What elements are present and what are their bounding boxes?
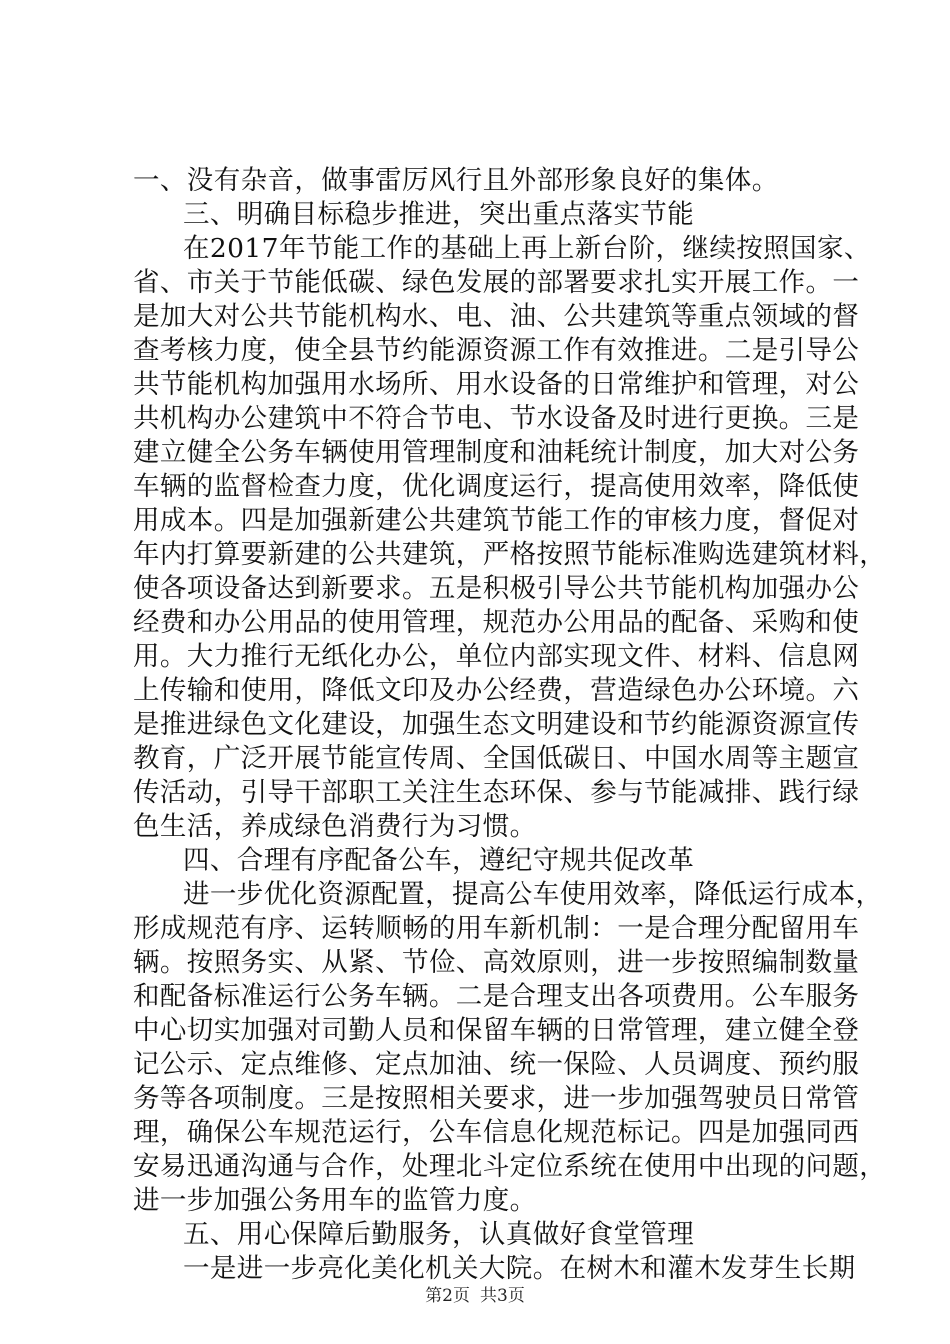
page-number: 第2页 — [425, 1286, 470, 1306]
page-total: 共3页 — [480, 1286, 525, 1306]
text-line: 一是进一步亮化美化机关大院。在树木和灌木发芽生长期 — [183, 1253, 856, 1284]
text-line: 三、明确目标稳步推进，突出重点落实节能 — [183, 199, 695, 230]
text-line: 建立健全公务车辆使用管理制度和油耗统计制度，加大对公务 — [133, 437, 860, 468]
text-line: 共节能机构加强用水场所、用水设备的日常维护和管理，对公 — [133, 369, 860, 400]
text-line: 查考核力度，使全县节约能源资源工作有效推进。二是引导公 — [133, 335, 860, 366]
text-line: 省、市关于节能低碳、绿色发展的部署要求扎实开展工作。一 — [133, 267, 860, 298]
text-line: 年内打算要新建的公共建筑，严格按照节能标准购选建筑材料， — [133, 539, 887, 570]
page-footer — [0, 1286, 950, 1306]
text-line: 经费和办公用品的使用管理，规范办公用品的配备、采购和使 — [133, 607, 860, 638]
text-line: 用成本。四是加强新建公共建筑节能工作的审核力度，督促对 — [133, 505, 860, 536]
text-line: 四、合理有序配备公车，遵纪守规共促改革 — [183, 845, 695, 876]
text-line: 是推进绿色文化建设，加强生态文明建设和节约能源资源宣传 — [133, 709, 860, 740]
text-line: 共机构办公建筑中不符合节电、节水设备及时进行更换。三是 — [133, 403, 860, 434]
text-line: 进一步加强公务用车的监管力度。 — [133, 1185, 537, 1216]
text-line: 一、没有杂音，做事雷厉风行且外部形象良好的集体。 — [133, 165, 779, 196]
text-line: 车辆的监督检查力度，优化调度运行，提高使用效率，降低使 — [133, 471, 860, 502]
text-line: 上传输和使用，降低文印及办公经费，营造绿色办公环境。六 — [133, 675, 860, 706]
text-line: 色生活，养成绿色消费行为习惯。 — [133, 811, 537, 842]
text-line: 是加大对公共节能机构水、电、油、公共建筑等重点领域的督 — [133, 301, 860, 332]
text-line: 辆。按照务实、从紧、节俭、高效原则，进一步按照编制数量 — [133, 947, 860, 978]
text-line: 传活动，引导干部职工关注生态环保、参与节能减排、践行绿 — [133, 777, 860, 808]
document-body — [133, 164, 887, 1286]
text-line: 用。大力推行无纸化办公，单位内部实现文件、材料、信息网 — [133, 641, 860, 672]
text-line: 教育，广泛开展节能宣传周、全国低碳日、中国水周等主题宣 — [133, 743, 860, 774]
text-line: 中心切实加强对司勤人员和保留车辆的日常管理，建立健全登 — [133, 1015, 860, 1046]
text-line: 进一步优化资源配置，提高公车使用效率，降低运行成本， — [183, 879, 883, 910]
text-line: 五、用心保障后勤服务，认真做好食堂管理 — [183, 1219, 695, 1250]
text-line: 记公示、定点维修、定点加油、统一保险、人员调度、预约服 — [133, 1049, 860, 1080]
text-line: 形成规范有序、运转顺畅的用车新机制：一是合理分配留用车 — [133, 913, 860, 944]
text-line: 务等各项制度。三是按照相关要求，进一步加强驾驶员日常管 — [133, 1083, 860, 1114]
text-line: 安易迅通沟通与合作，处理北斗定位系统在使用中出现的问题， — [133, 1151, 887, 1182]
text-line: 理，确保公车规范运行，公车信息化规范标记。四是加强同西 — [133, 1117, 860, 1148]
text-line: 和配备标准运行公务车辆。二是合理支出各项费用。公车服务 — [133, 981, 860, 1012]
text-line: 在2017年节能工作的基础上再上新台阶，继续按照国家、 — [183, 233, 871, 264]
text-line: 使各项设备达到新要求。五是积极引导公共节能机构加强办公 — [133, 573, 860, 604]
